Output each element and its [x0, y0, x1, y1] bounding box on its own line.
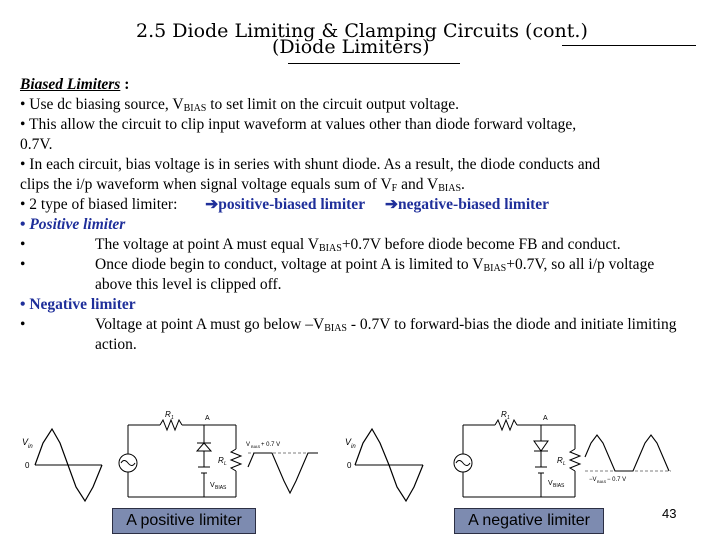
node-a-label: A	[543, 415, 548, 422]
vbias-label: V	[210, 482, 215, 489]
title-line-2: (Diode Limiters)	[272, 36, 430, 58]
rl-label: R	[557, 456, 563, 465]
vin-sub-label: in	[351, 444, 356, 450]
heading-colon: :	[120, 76, 130, 93]
r1-sub-label: 1	[171, 415, 174, 421]
negative-limiter-circuit	[345, 405, 675, 505]
subscript: BIAS	[438, 183, 462, 194]
bullet-line-1	[20, 95, 710, 115]
text-run: +0.7V, so all i/p voltage above this level is clipped off.	[95, 256, 655, 293]
subscript: F	[391, 183, 398, 194]
text-run: Voltage at point A must go below –V	[95, 316, 325, 333]
section-heading-line	[20, 75, 710, 95]
sub-bullet-text	[95, 235, 695, 255]
level-label: −V	[589, 477, 597, 483]
bullet: •	[20, 296, 30, 313]
negative-limiter-caption: A negative limiter	[454, 508, 604, 534]
r1-sub-label: 1	[507, 415, 510, 421]
text-run: to set limit on the circuit output voltage.	[206, 96, 460, 113]
positive-limiter-heading	[20, 215, 710, 235]
bullet-line-2: • This allow the circuit to clip input waveform at values other than diode forward voltage,	[20, 116, 577, 133]
bullet: •	[20, 316, 26, 333]
subscript: BIAS	[483, 263, 507, 274]
sub-bullet-1	[20, 235, 710, 255]
output-waveform	[585, 435, 671, 484]
page-number: 43	[662, 506, 677, 521]
slide-body	[20, 75, 710, 355]
sub-bullet-text	[95, 315, 695, 355]
bullet-line-2-cont: 0.7V.	[20, 136, 53, 153]
arrow-right-icon: ➔	[384, 196, 398, 213]
text-run: • Use dc biasing source, V	[20, 96, 184, 113]
text-run: and V	[397, 176, 439, 193]
subscript: BIAS	[324, 323, 347, 334]
bullet: •	[20, 256, 26, 273]
node-a-label: A	[205, 415, 210, 422]
level-suffix-label: + 0.7 V	[261, 442, 281, 448]
sub-bullet-2	[20, 255, 710, 295]
vin-label: V	[345, 437, 352, 447]
subscript: BIAS	[183, 103, 207, 114]
rl-label: R	[218, 456, 224, 465]
input-waveform	[22, 429, 102, 501]
text-run: The voltage at point A must equal V	[95, 236, 320, 253]
bullet-line-3-cont	[20, 175, 710, 195]
bullet: •	[20, 216, 30, 233]
title-underline-1	[562, 45, 696, 46]
rl-sub-label: L	[224, 461, 227, 467]
positive-limiter-caption: A positive limiter	[112, 508, 256, 534]
sub-bullet-text	[95, 255, 695, 295]
text-run: Once diode begin to conduct, voltage at point A is limited to V	[95, 256, 484, 273]
arrow-right-icon: ➔	[205, 196, 219, 213]
rl-sub-label: L	[563, 461, 566, 467]
vbias-sub-label: BIAS	[553, 483, 565, 489]
positive-biased-label: positive-biased limiter	[218, 196, 366, 213]
level-sub-label: BIAS	[251, 444, 261, 449]
section-heading: Biased Limiters	[20, 76, 121, 93]
zero-label: 0	[347, 461, 352, 470]
level-label: V	[246, 442, 251, 448]
text-run: .	[461, 176, 465, 193]
zero-label: 0	[25, 461, 30, 470]
subscript: BIAS	[319, 243, 342, 254]
vin-sub-label: in	[28, 444, 33, 450]
negative-limiter-heading	[20, 295, 710, 315]
vbias-label: V	[548, 480, 553, 487]
text-run: +0.7V before diode become FB and conduct.	[341, 236, 621, 253]
r1-label: R	[501, 410, 507, 419]
positive-limiter-circuit	[20, 405, 320, 505]
level-suffix-label: − 0.7 V	[607, 477, 627, 483]
vbias-sub-label: BIAS	[215, 485, 227, 491]
sub-bullet-3	[20, 315, 710, 355]
text-run: clips the i/p waveform when signal voltage equals sum of V	[20, 176, 392, 193]
output-waveform	[246, 442, 318, 493]
bullet: •	[20, 236, 26, 253]
input-waveform	[345, 429, 423, 501]
text-run: • 2 type of biased limiter:	[20, 196, 178, 213]
title-line-1: 2.5 Diode Limiting & Clamping Circuits (cont.)	[136, 20, 588, 42]
title-underline-2	[288, 63, 460, 64]
bullet-line-3: • In each circuit, bias voltage is in series with shunt diode. As a result, the diode conducts and	[20, 156, 601, 173]
negative-biased-label: negative-biased limiter	[397, 196, 550, 213]
vin-label: V	[22, 437, 29, 447]
text-run: - 0.7V to forward-bias the diode and initiate limiting action.	[95, 316, 677, 353]
r1-label: R	[165, 410, 171, 419]
level-sub-label: BIAS	[597, 479, 607, 484]
text-run: Negative limiter	[29, 296, 136, 313]
text-run: Positive limiter	[29, 216, 126, 233]
bullet-line-4	[20, 195, 710, 215]
